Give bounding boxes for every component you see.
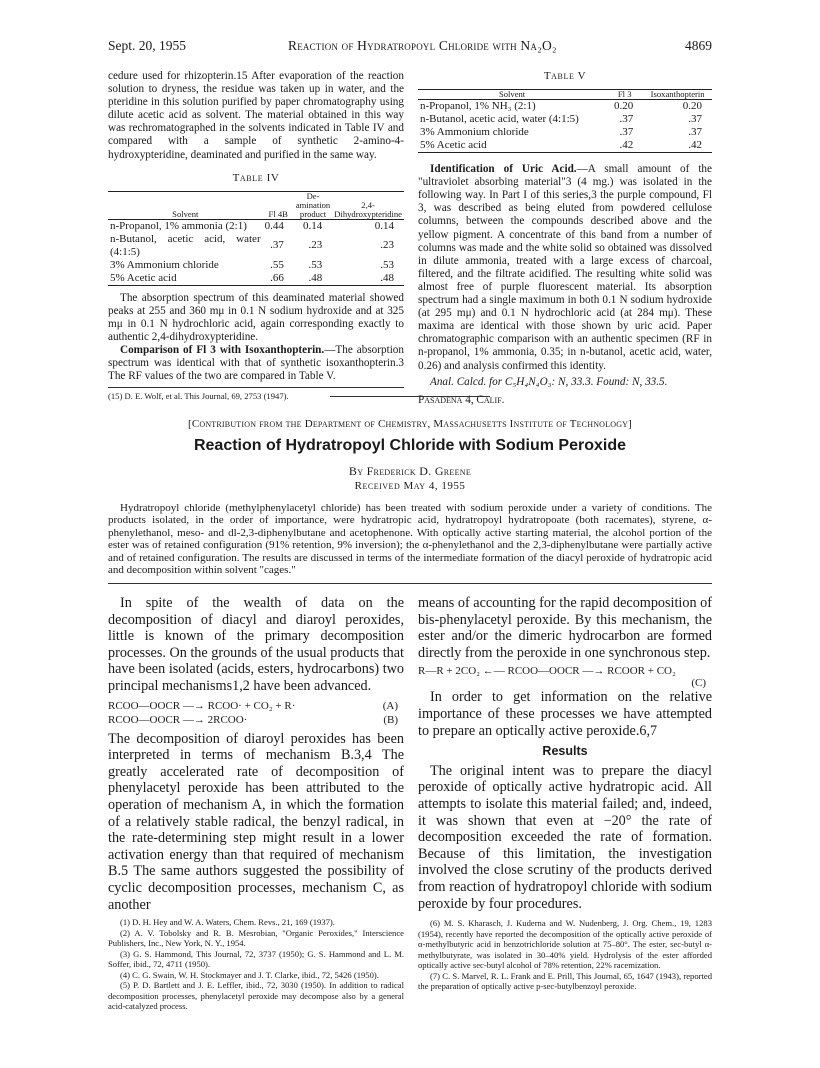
header-page-number: 4869 <box>685 38 712 53</box>
place-line: Pasadena 4, Calif. <box>418 393 505 406</box>
table-cell: .42 <box>688 139 702 152</box>
table-cell: n-Propanol, 1% NH₃ (2:1) <box>420 100 536 113</box>
footnotes-right <box>418 918 712 992</box>
footnote: (1) D. H. Hey and W. A. Waters, Chem. Revs., 21, 169 (1937). <box>120 917 335 928</box>
left-top-column <box>108 70 404 402</box>
table-cell: 0.20 <box>613 100 634 113</box>
table-cell: .48 <box>308 271 323 284</box>
table-cell: .37 <box>270 239 284 252</box>
footnote: (6) M. S. Kharasch, J. Kuderna and W. Nudenberg, J. Org. Chem., 19, 1283 (1954), recently have reported the decomposition of the optically active peroxide of α-methylbutyric acid in benzotrichloride solution at 75–80°. The ester, sec-butyl α-methylbutyrate, was isolated in 30–40% yield. Hydrolysis of the ester afforded optically active sec-butyl alcohol of 78% retention, 22% racemization. <box>418 918 712 971</box>
table-row <box>108 233 404 259</box>
body-paragraph-3: means of accounting for the rapid decomposition of bis-phenylacetyl peroxide. By this mechanism, the ester and/or the dimeric hydrocarbon are formed directly from the peroxide in one synchronous step. <box>418 595 712 661</box>
table-cell: .37 <box>619 126 634 139</box>
left-top-paragraph-1: cedure used for rhizopterin.15 After evaporation of the reaction solution to dryness, the residue was taken up in water, and the pteridine in this solution purified by paper chromatography using dilute acetic acid as solvent. The material obtained in this way was rechromatographed in the solvents indicated in Table IV and compared with a sample of synthetic 2-amino-4-hydroxypteridine, deaminated and purified in the same way. <box>108 70 404 161</box>
mechanism-b-equation: RCOO—OOCR —→ 2RCOO· <box>108 713 248 726</box>
contribution-line: [Contribution from the Department of Chemistry, Massachusetts Institute of Technology] <box>187 418 633 430</box>
footnote: (7) C. S. Marvel, R. L. Frank and E. Prill, This Journal, 65, 1647 (1943), reported the preparation of optically active p-sec-butylbenzoyl peroxide. <box>418 970 712 992</box>
right-body-column <box>418 595 712 992</box>
table-row <box>108 219 404 233</box>
table-row <box>108 272 404 286</box>
running-header <box>108 38 712 56</box>
right-top-paragraph <box>418 163 712 373</box>
table-row <box>418 126 712 139</box>
mechanism-b <box>108 713 404 727</box>
body-paragraph-5: The original intent was to prepare the diacyl peroxide of optically active hydratropic acid. All attempts to isolate this material failed; and, indeed, it was shown that even at −20° the rate of decomposition exceeded the rate of formation. Because of this limitation, the investigation involved the close scrutiny of the products derived from reaction of hydratropoyl chloride with sodium peroxide by four procedures. <box>418 762 712 912</box>
table-cell: 0.14 <box>302 219 323 232</box>
table-5-header-row <box>418 90 712 100</box>
table-row <box>418 113 712 126</box>
analysis-line: Anal. Calcd. for C₅H₄N₄O₃: N, 33.3. Found: N, 33.5. <box>430 375 668 388</box>
table-4-caption: Table IV <box>232 171 280 184</box>
mechanisms-a-b <box>108 699 404 727</box>
table-4-header-cell: 2,4-Dihydroxypteridine <box>334 199 402 219</box>
results-heading: Results <box>542 744 588 759</box>
article-title: Reaction of Hydratropoyl Chloride with Sodium Peroxide <box>193 437 627 454</box>
table-4-header-cell: Solvent <box>172 208 199 219</box>
mechanism-a-equation: RCOO—OOCR —→ RCOO· + CO₂ + R· <box>108 699 296 712</box>
table-cell: 5% Acetic acid <box>420 139 487 152</box>
paragraph-text: —The absorption spectrum was identical with that of synthetic isoxanthopterin.3 The RF values of the two are compared in Table V. <box>108 344 404 383</box>
body-paragraph-4: In order to get information on the relative importance of these processes we have attempted to prepare an optically active peroxide.6,7 <box>418 689 712 739</box>
paragraph-heading: Identification of Uric Acid. <box>430 163 577 176</box>
body-paragraph-2: The decomposition of diaroyl peroxides has been interpreted in terms of mechanism B.3,4 The greatly accelerated rate of decomposition of phenylacetyl peroxide has been attributed to the operation of mechanism A, in which the formation of a relatively stable radical, the benzyl radical, in the rate-determining step might result in a lower activation energy than that required of mechanism B.5 The same authors suggested the possibility of cyclic decomposition processes, mechanism C, as another <box>108 730 404 913</box>
left-top-paragraph-3 <box>108 344 404 383</box>
body-paragraph-1: In spite of the wealth of data on the decomposition of diacyl and diaroyl peroxides, little is known of the primary decomposition processes. On the grounds of the usual products that have been isolated (acids, esters, hydrocarbons) two principal mechanisms1,2 have been advanced. <box>108 595 404 694</box>
table-4-header-cell: De-amination product <box>295 190 331 219</box>
table-row <box>418 100 712 114</box>
table-cell: 0.20 <box>682 100 702 113</box>
table-cell: n-Propanol, 1% ammonia (2:1) <box>110 219 247 232</box>
abstract-rule <box>108 583 712 584</box>
footnote: (3) G. S. Hammond, This Journal, 72, 3737 (1950); G. S. Hammond and L. M. Soffer, ibid., 72, 4711 (1950). <box>108 948 404 970</box>
table-cell: .53 <box>308 258 323 271</box>
table-cell: .53 <box>380 258 394 271</box>
left-body-column <box>108 595 404 1012</box>
paragraph-text: —A small amount of the "ultraviolet absorbing material"3 (4 mg.) was isolated in the following way. In Part I of this series,3 the purple compound, Fl 3, was described as being eluted from powdered cellulose columns, between the compounds described above and the yellow pigment. A concentrate of this band from a number of columns was made and the white solid so obtained was dissolved in dilute ammonia, treated with a large excess of charcoal, filtered, and the filtrate acidified. The resulting white solid was almost free of purple fluorescent material. Its absorption spectrum had a single maximum in both 0.1 N sodium hydroxide (at 295 mμ) and 0.1 N hydrochloric acid (at 284 mμ). These maxima are identical with those shown by uric acid. Paper chromatographic comparison with an authentic specimen (RF in n-propanol, 1% ammonia, 0.35; in n-butanol, acetic acid, water, 0.26) and analysis confirmed this identity. <box>418 163 712 372</box>
article-separator <box>330 396 490 397</box>
table-row <box>418 139 712 153</box>
header-running-title: Reaction of Hydratropoyl Chloride with Na₂O₂ <box>288 38 557 53</box>
table-cell: .55 <box>270 258 284 271</box>
table-4-header-cell: Fl 4B <box>268 208 288 219</box>
table-5-header-cell: Solvent <box>498 89 526 100</box>
table-5-header-cell: Isoxanthopterin <box>650 89 705 100</box>
table-cell: 5% Acetic acid <box>110 271 177 284</box>
table-cell: 0.44 <box>264 219 284 232</box>
footnote: (2) A. V. Tobolsky and R. B. Mesrobian, "Organic Peroxides," Interscience Publishers, Inc., New York, N. Y., 1954. <box>108 927 404 949</box>
table-cell: .48 <box>380 271 394 284</box>
table-4 <box>108 191 404 286</box>
footnote-rule <box>108 387 404 388</box>
right-top-column <box>418 70 712 407</box>
table-cell: .37 <box>688 126 702 139</box>
abstract-text: Hydratropoyl chloride (methylphenylacetyl chloride) has been treated with sodium peroxide under a variety of conditions. The products isolated, in the order of importance, were hydratropic acid, hydratropoyl hydratropoate (both racemates), styrene, α-phenylethanol, meso- and dl-2,3-diphenylbutane and acetophenone. With optically active starting material, the alcohol portion of the ester was of retained configuration (91% retention, 9% inversion); the α-phenylethanol and the 2,3-diphenylbutane were partially active and of retained configuration. The results are discussed in terms of the intermediate formation of the diacyl peroxide of hydratropic acid and decomposition within solvent "cages." <box>108 502 712 577</box>
table-cell: .66 <box>270 271 284 284</box>
table-4-header-row <box>108 191 404 219</box>
mechanism-a-tag: (A) <box>382 699 398 712</box>
paragraph-heading: Comparison of Fl 3 with Isoxanthopterin. <box>120 344 325 357</box>
mechanism-a <box>108 699 404 713</box>
left-top-paragraph-2: The absorption spectrum of this deaminated material showed peaks at 255 and 360 mμ in 0.1 N sodium hydroxide and at 325 mμ in 0.1 N hydrochloric acid, again corresponding exactly to authentic 2,4-dihydroxypteridine. <box>108 291 404 344</box>
footnotes-left <box>108 917 404 1012</box>
table-cell: .42 <box>619 139 634 152</box>
footnote: (4) C. G. Swain, W. H. Stockmayer and J. T. Clarke, ibid., 72, 5426 (1950). <box>120 969 379 980</box>
table-cell: .37 <box>619 113 634 126</box>
mechanism-c-tag: (C) <box>691 677 706 690</box>
mechanism-c <box>418 661 712 689</box>
footnote-15: (15) D. E. Wolf, et al. This Journal, 69, 2753 (1947). <box>108 391 289 402</box>
abstract <box>108 502 712 576</box>
table-5-header-cell: Fl 3 <box>617 89 632 100</box>
mechanism-c-equation: R—R + 2CO₂ ←— RCOO—OOCR —→ RCOOR + CO₂ <box>418 665 676 678</box>
received-date: Received May 4, 1955 <box>354 480 466 492</box>
byline: By Frederick D. Greene <box>348 464 472 478</box>
header-date: Sept. 20, 1955 <box>108 38 187 53</box>
table-row <box>108 259 404 272</box>
table-5 <box>418 89 712 153</box>
mechanism-b-tag: (B) <box>383 713 398 726</box>
table-cell: 3% Ammonium chloride <box>110 258 219 271</box>
table-cell: .37 <box>688 113 702 126</box>
table-cell: n-Butanol, acetic acid, water (4:1:5) <box>420 113 579 126</box>
table-cell: .23 <box>380 239 394 252</box>
table-cell: .23 <box>308 239 323 252</box>
table-cell: 0.14 <box>374 219 394 232</box>
table-cell: 3% Ammonium chloride <box>420 126 529 139</box>
table-cell: n-Butanol, acetic acid, water (4:1:5) <box>110 232 261 258</box>
table-5-caption: Table V <box>543 70 587 82</box>
footnote: (5) P. D. Bartlett and J. E. Leffler, ibid., 72, 3030 (1950). In addition to radical decomposition processes, phenylacetyl peroxide may decompose also by a general acid-catalyzed process. <box>108 980 404 1012</box>
